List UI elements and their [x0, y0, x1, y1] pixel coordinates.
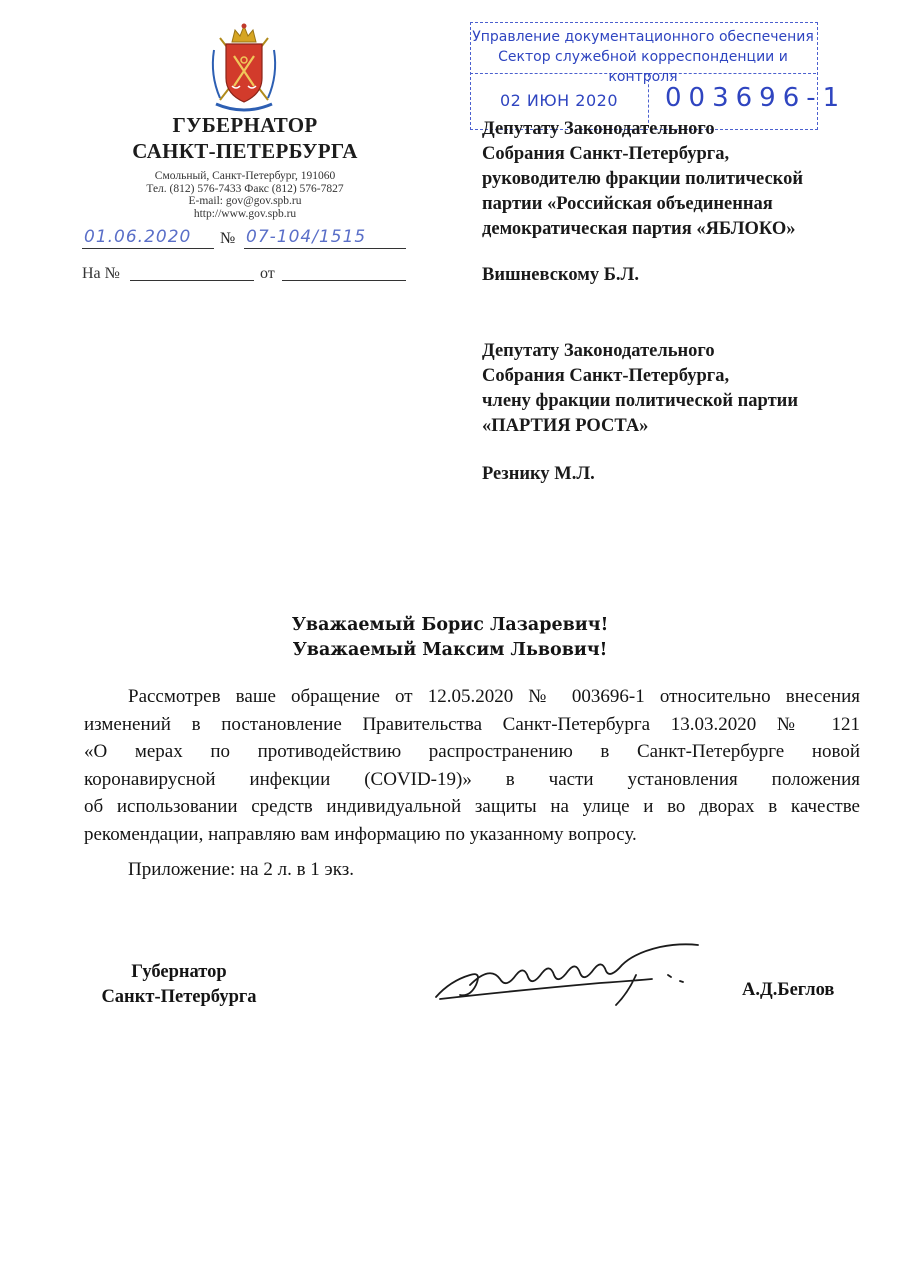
letterhead-phones: Тел. (812) 576-7433 Факс (812) 576-7827 [146, 182, 344, 195]
body-line: рекомендации, направляю вам информацию по указанному вопросу. [84, 823, 637, 845]
addressee-2-line: «ПАРТИЯ РОСТА» [482, 416, 649, 436]
addressee-1-line: Депутату Законодательного [482, 119, 715, 139]
salutation-line: Уважаемый Борис Лазаревич! [291, 615, 609, 635]
salutation-line: Уважаемый Максим Львович! [292, 640, 608, 660]
letterhead-email: E-mail: gov@gov.spb.ru [188, 195, 302, 207]
addressee-2-line: Депутату Законодательного [482, 341, 715, 361]
letterhead-contacts [110, 170, 380, 220]
stamp-line1: Управление документационного обеспечения [472, 29, 814, 45]
addressee-1 [482, 117, 882, 242]
signer-position-line2: Санкт-Петербурга [101, 987, 257, 1007]
registration-stamp [470, 22, 847, 130]
signer-name: А.Д.Беглов [742, 980, 835, 1000]
body-paragraph [84, 683, 860, 848]
reg-date-handwritten: 01.06.2020 [82, 226, 214, 249]
reg-number-handwritten: 07-104/1515 [244, 226, 406, 249]
letterhead-title-line1: ГУБЕРНАТОР [172, 113, 318, 137]
stamp-line2: Сектор служебной корреспонденции и контроля [498, 49, 788, 85]
addressee-2 [482, 339, 882, 439]
signer-position-line1: Губернатор [131, 962, 227, 982]
addressee-2-name: Резнику М.Л. [482, 464, 595, 484]
handwritten-signature-icon [430, 935, 720, 1015]
ref-number-blank [130, 280, 254, 281]
addressee-1-line: руководителю фракции политической [482, 169, 803, 189]
addressee-1-line: партии «Российская объединенная [482, 194, 773, 214]
addressee-1-name: Вишневскому Б.Л. [482, 265, 639, 285]
addressee-2-line: члену фракции политической партии [482, 391, 798, 411]
salutation [160, 613, 740, 663]
body-line: «О мерах по противодействию распространению в Санкт-Петербурге новой [84, 741, 860, 762]
stamp-number: 003696-1 [665, 83, 847, 113]
reference-line [82, 265, 412, 285]
ref-number-label: На № [82, 265, 120, 282]
reg-number-label: № [220, 230, 236, 247]
letterhead-title-line2: САНКТ-ПЕТЕРБУРГА [132, 139, 358, 163]
addressee-1-line: Собрания Санкт-Петербурга, [482, 144, 730, 164]
body-line: коронавирусной инфекции (COVID-19)» в части установления положения [84, 768, 860, 790]
addressee-2-line: Собрания Санкт-Петербурга, [482, 366, 730, 386]
attachment-note: Приложение: на 2 л. в 1 экз. [128, 859, 354, 880]
letterhead-website: http://www.gov.spb.ru [193, 207, 297, 220]
registration-line [82, 226, 412, 252]
ref-from-label: от [260, 265, 275, 282]
body-line: об использовании средств индивидуальной защиты на улице и во дворах в качестве [84, 796, 860, 817]
addressee-1-line: демократическая партия «ЯБЛОКО» [482, 219, 796, 239]
body-line: изменений в постановление Правительства Санкт-Петербурга 13.03.2020 № 121 [84, 713, 860, 735]
signer-position [84, 960, 274, 1010]
spb-coat-of-arms-icon [208, 20, 280, 116]
ref-date-blank [282, 280, 406, 281]
stamp-date: 02 ИЮН 2020 [470, 74, 649, 128]
body-line: Рассмотрев ваше обращение от 12.05.2020 № 003696-1 относительно внесения [128, 686, 860, 707]
letterhead-title [100, 112, 390, 164]
stamp-header [470, 22, 816, 85]
letterhead-address: Смольный, Санкт-Петербург, 191060 [154, 170, 336, 182]
